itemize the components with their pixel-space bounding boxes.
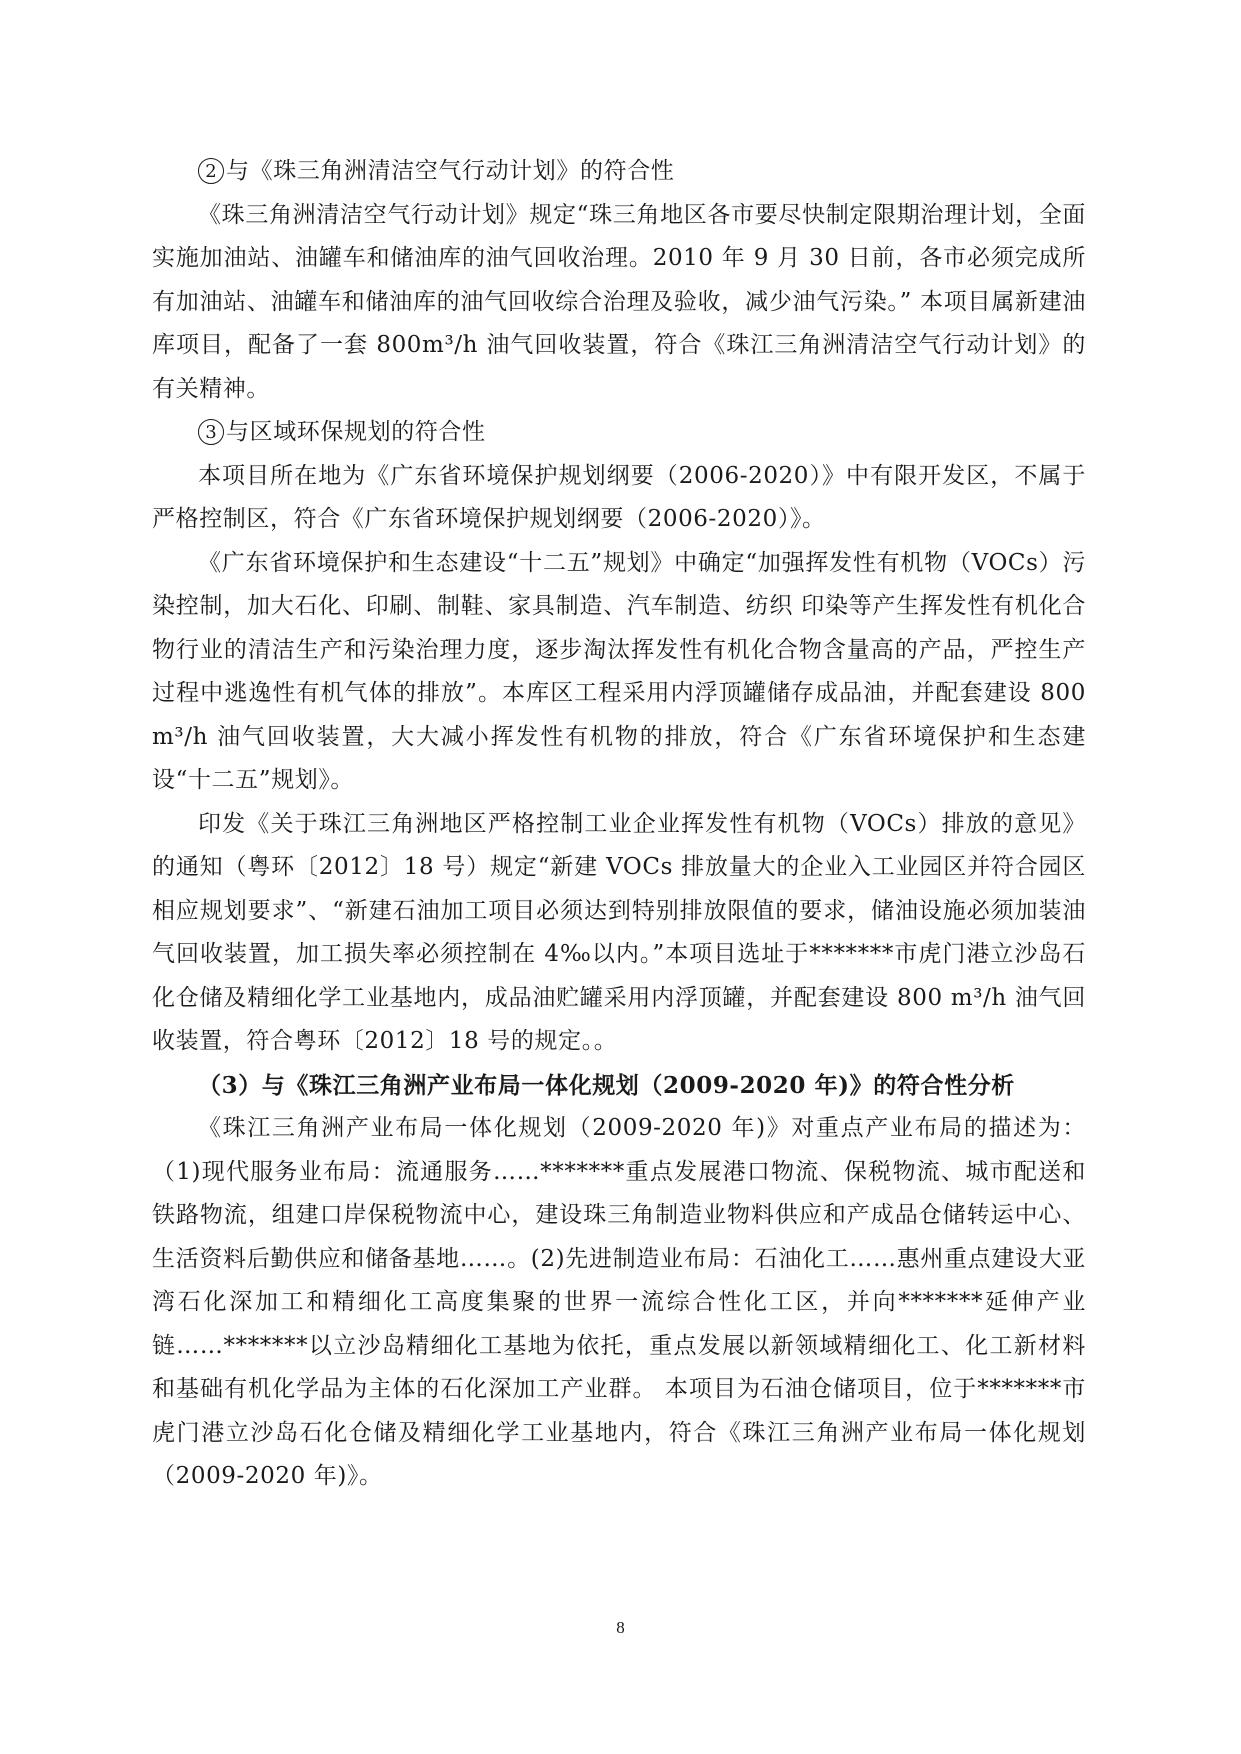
section-4-body: 《珠江三角洲产业布局一体化规划（2009-2020 年)》对重点产业布局的描述为：（1)现代服务业布局：流通服务……*******重点发展港口物流、保税物流、城市配送和铁路物流，组建口岸保税物流中心，建设珠三角制造业物料供应和产成品仓储转运中心、生活资料后勤供应和储备基地……。(2)先进制造业布局：石油化工……惠州重点建设大亚湾石化深加工和精细化工高度集聚的世界一流综合性化工区，并向*******延伸产业链……*******以立沙岛精细化工基地为依托，重点发展以新领域精细化工、化工新材料和基础有机化学品为主体的石化深加工产业群。 本项目为石油仓储项目，位于*******市虎门港立沙岛石化仓储及精细化学工业基地内，符合《珠江三角洲产业布局一体化规划（2009-2020 年)》。 — [152, 1115, 1086, 1489]
section-3-paragraph-2: 《广东省环境保护和生态建设“十二五”规划》中确定“加强挥发性有机物（VOCs）污染控制，加大石化、印刷、制鞋、家具制造、汽车制造、纺织 印染等产生挥发性有机化合物行业的清洁生产和污染治理力度，逐步淘汰挥发性有机化合物含量高的产品，严控生产过程中逃逸性有机气体的排放”。本库区工程采用内浮顶罐储存成品油，并配套建设 800 m³/h 油气回收装置，大大减小挥发性有机物的排放，符合《广东省环境保护和生态建设“十二五”规划》。 — [152, 549, 1086, 793]
section-3-paragraph-1: 本项目所在地为《广东省环境保护规划纲要（2006-2020）》中有限开发区，不属于严格控制区，符合《广东省环境保护规划纲要（2006-2020）》。 — [152, 462, 1086, 532]
section-2-heading-text: 与《珠三角洲清洁空气行动计划》的符合性 — [226, 158, 675, 184]
section-4-heading: （3）与《珠江三角洲产业布局一体化规划（2009-2020 年)》的符合性分析 — [198, 1071, 1015, 1099]
page-number: 8 — [616, 1618, 625, 1637]
section-3-heading — [152, 411, 1086, 455]
section-2-heading — [152, 150, 1086, 194]
section-3-heading-text: 与区域环保规划的符合性 — [226, 419, 486, 445]
circled-number-3: 3 — [198, 419, 224, 445]
section-3-paragraph-3: 印发《关于珠江三角洲地区严格控制工业企业挥发性有机物（VOCs）排放的意见》的通知（粤环〔2012〕18 号）规定“新建 VOCs 排放量大的企业入工业园区并符合园区相应规划要求”、“新建石油加工项目必须达到特别排放限值的要求，储油设施必须加装油气回收装置，加工损失率必须控制在 4‰以内。”本项目选址于*******市虎门港立沙岛石化仓储及精细化学工业基地内，成品油贮罐采用内浮顶罐，并配套建设 800 m³/h 油气回收装置，符合粤环〔2012〕18 号的规定。。 — [152, 810, 1086, 1054]
circled-number-2: 2 — [198, 158, 224, 184]
document-page — [152, 150, 1086, 1499]
section-2-body: 《珠三角洲清洁空气行动计划》规定“珠三角地区各市要尽快制定限期治理计划，全面实施加油站、油罐车和储油库的油气回收治理。2010 年 9 月 30 日前，各市必须完成所有加油站、油罐车和储油库的油气回收综合治理及验收，减少油气污染。” 本项目属新建油库项目，配备了一套 800m³/h 油气回收装置，符合《珠江三角洲清洁空气行动计划》的有关精神。 — [152, 201, 1086, 402]
